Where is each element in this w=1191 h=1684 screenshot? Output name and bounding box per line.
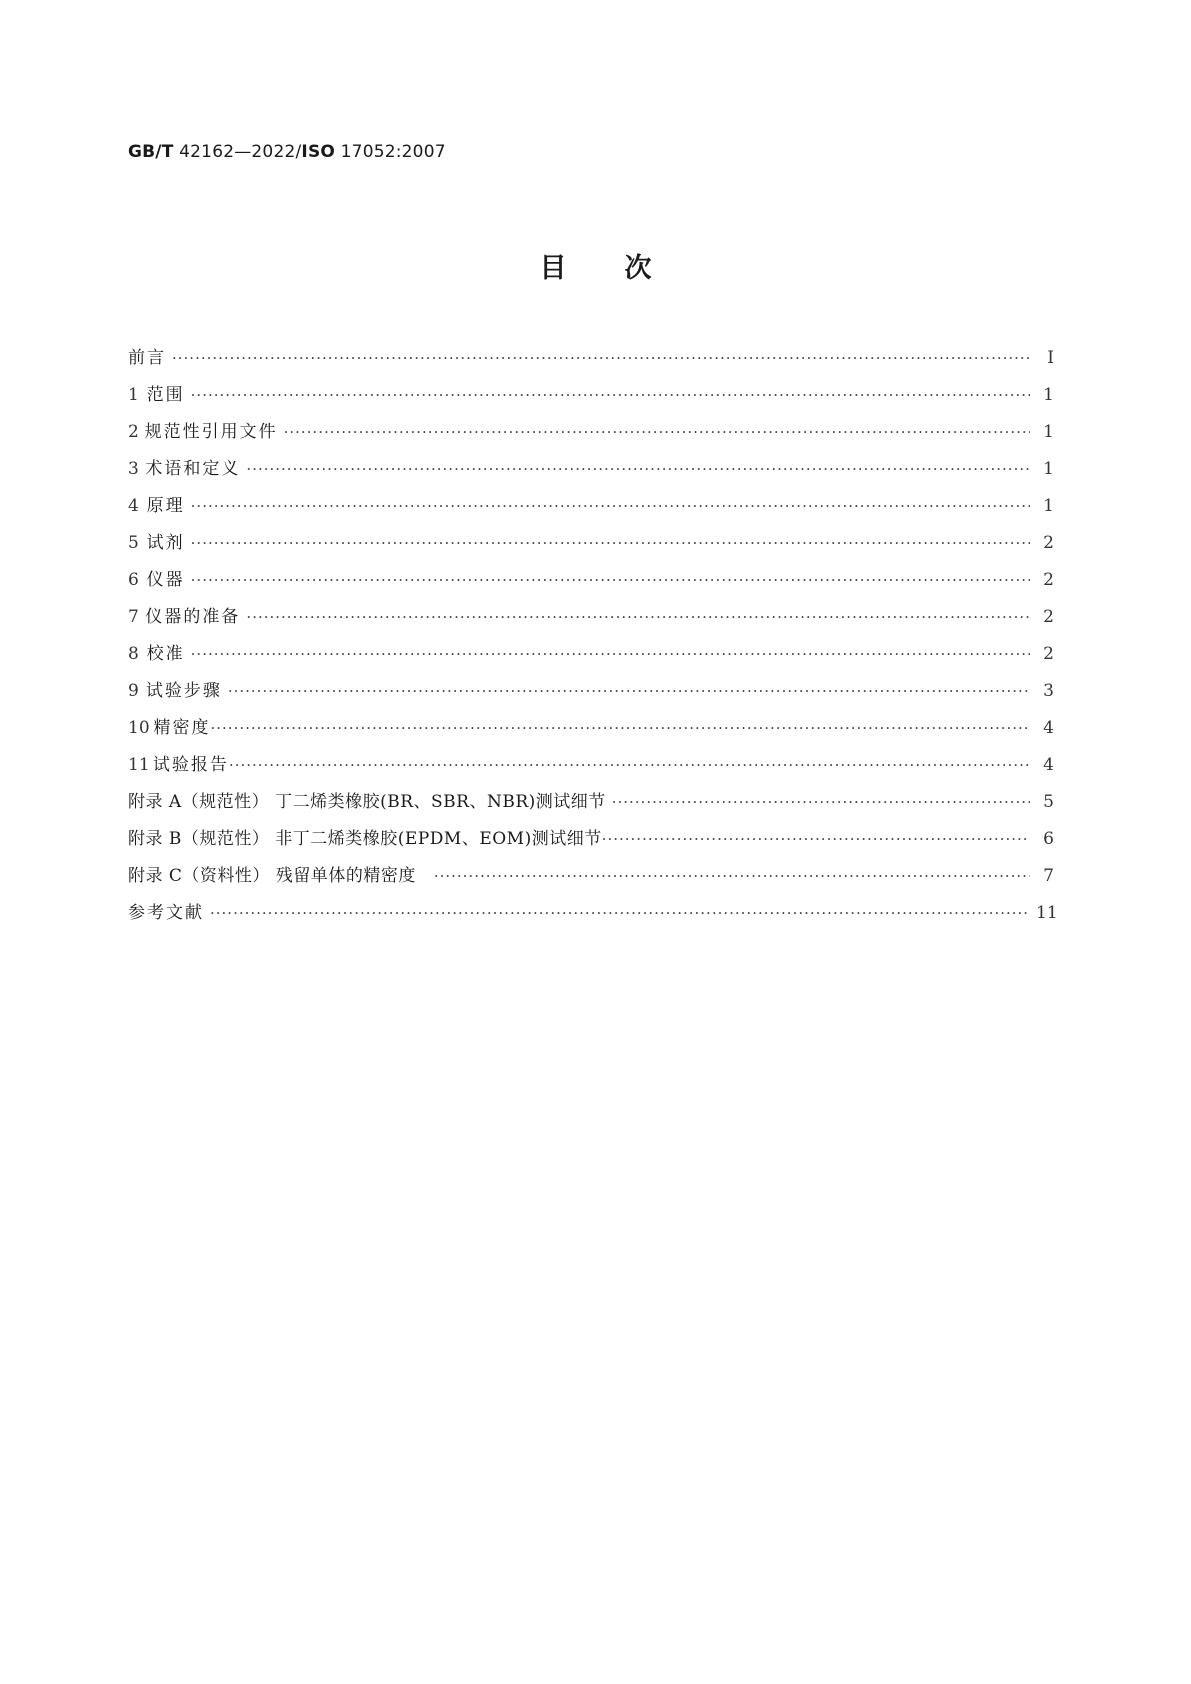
- toc-entry-label: 试验步骤: [145, 681, 222, 701]
- toc-entry-label: 仪器: [146, 570, 185, 590]
- toc-entry-label: 精密度: [153, 718, 211, 738]
- toc-entry-annex-b[interactable]: [128, 824, 1054, 861]
- toc-entry[interactable]: [128, 565, 1054, 602]
- toc-entry[interactable]: [128, 417, 1054, 454]
- toc-entry-page: 4: [1043, 755, 1054, 775]
- toc-entry-number: 6: [128, 570, 139, 590]
- toc-entry-page: Ⅰ: [1047, 348, 1054, 368]
- standard-number: 42162—2022/: [179, 142, 302, 162]
- dot-leader: [246, 460, 1030, 478]
- toc-entry-number: 11: [128, 755, 150, 775]
- toc-entry-page: 11: [1036, 903, 1058, 923]
- dot-leader: [246, 608, 1030, 626]
- toc-entry-number: 5: [128, 533, 139, 553]
- toc-entry-label: 附录 C（资料性） 残留单体的精密度: [128, 866, 416, 886]
- toc-title: 目次: [539, 253, 710, 284]
- toc-entry-annex-c[interactable]: [128, 861, 1054, 898]
- toc-entry-page: 2: [1043, 533, 1054, 553]
- toc-entry-label: 参考文献: [128, 903, 204, 923]
- toc-entry-label: 校准: [146, 644, 185, 664]
- dot-leader: [191, 645, 1030, 663]
- toc-entry[interactable]: [128, 750, 1054, 787]
- toc-entry[interactable]: [128, 380, 1054, 417]
- standard-code: GB/T: [128, 142, 174, 162]
- toc-entry-label: 附录 B（规范性） 非丁二烯类橡胶(EPDM、EOM)测试细节: [128, 829, 602, 849]
- toc-entry-number: 10: [128, 718, 150, 738]
- toc-entry[interactable]: [128, 343, 1054, 380]
- toc-entry-page: 1: [1043, 385, 1054, 405]
- toc-entry-label: 试验报告: [152, 755, 229, 775]
- toc-entry-bibliography[interactable]: [128, 898, 1058, 935]
- toc-entry-label: 仪器的准备: [145, 607, 241, 627]
- toc-entry-number: 3: [128, 459, 139, 479]
- dot-leader: [612, 793, 1030, 811]
- toc-entry-label: 范围: [146, 385, 185, 405]
- dot-leader: [284, 423, 1030, 441]
- toc-entry-number: 7: [128, 607, 139, 627]
- toc-entry[interactable]: [128, 713, 1054, 750]
- dot-leader: [191, 571, 1030, 589]
- dot-leader: [191, 534, 1030, 552]
- toc-entry-page: 2: [1043, 644, 1054, 664]
- toc-entry-number: 1: [128, 385, 139, 405]
- dot-leader: [602, 830, 1030, 848]
- iso-number: 17052:2007: [340, 142, 446, 162]
- dot-leader: [191, 497, 1030, 515]
- toc-entry-number: 9: [128, 681, 139, 701]
- dot-leader: [210, 904, 1030, 922]
- toc-entry-label: 试剂: [146, 533, 185, 553]
- standard-number-header: [128, 142, 446, 162]
- toc-entry-page: 1: [1043, 422, 1054, 442]
- toc-entry[interactable]: [128, 602, 1054, 639]
- toc-entry-page: 1: [1043, 496, 1054, 516]
- dot-leader: [191, 386, 1030, 404]
- toc-entry-number: 8: [128, 644, 139, 664]
- toc-entry[interactable]: [128, 676, 1054, 713]
- toc-entry-page: 2: [1043, 607, 1054, 627]
- toc-entry-page: 2: [1043, 570, 1054, 590]
- dot-leader: [172, 349, 1030, 367]
- toc-entry-label: 原理: [146, 496, 185, 516]
- toc-entry[interactable]: [128, 454, 1054, 491]
- toc-entry-page: 4: [1043, 718, 1054, 738]
- toc-entry-number: 4: [128, 496, 139, 516]
- iso-code: ISO: [301, 142, 336, 162]
- dot-leader: [228, 682, 1030, 700]
- toc-entry[interactable]: [128, 639, 1054, 676]
- table-of-contents: [128, 343, 1058, 935]
- toc-entry[interactable]: [128, 528, 1054, 565]
- toc-entry-label: 规范性引用文件: [144, 422, 278, 442]
- toc-entry-page: 3: [1043, 681, 1054, 701]
- toc-entry-number: 2: [128, 422, 139, 442]
- toc-entry-page: 1: [1043, 459, 1054, 479]
- toc-entry-label: 附录 A（规范性） 丁二烯类橡胶(BR、SBR、NBR)测试细节: [128, 792, 606, 812]
- toc-entry-label: 前言: [128, 348, 166, 368]
- toc-entry-page: 5: [1043, 792, 1054, 812]
- dot-leader: [229, 756, 1030, 774]
- dot-leader: [211, 719, 1031, 737]
- toc-entry-annex-a[interactable]: [128, 787, 1054, 824]
- toc-entry-label: 术语和定义: [145, 459, 241, 479]
- toc-entry-page: 6: [1043, 829, 1054, 849]
- toc-entry-page: 7: [1043, 866, 1054, 886]
- dot-leader: [434, 867, 1030, 885]
- toc-entry[interactable]: [128, 491, 1054, 528]
